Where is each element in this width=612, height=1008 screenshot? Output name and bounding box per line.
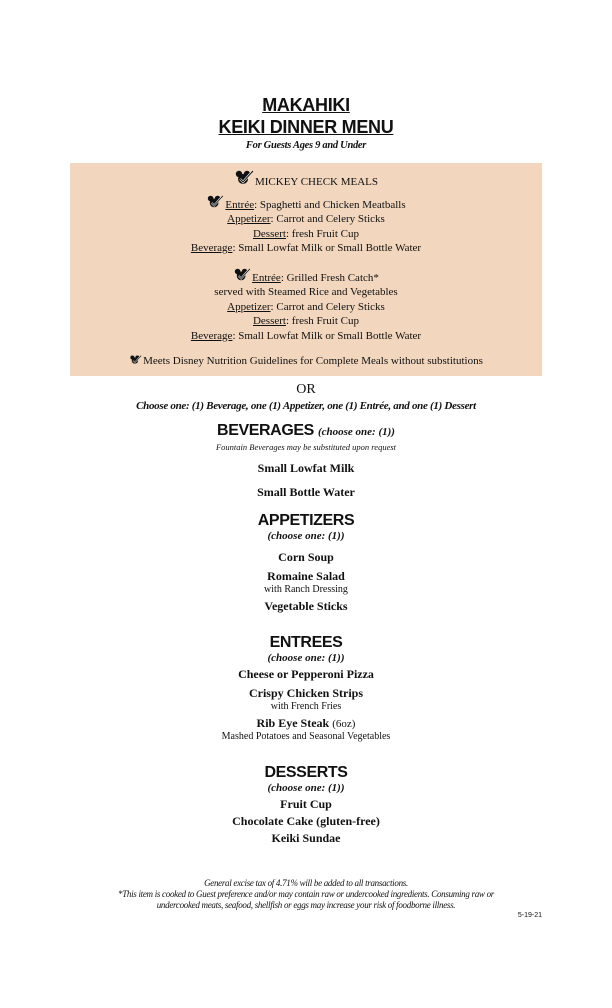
meal-two-entree-detail: served with Steamed Rice and Vegetables — [214, 286, 398, 298]
meal-one-appetizer: Appetizer: Carrot and Celery Sticks — [227, 213, 385, 225]
mickey-check-icon — [233, 268, 251, 282]
menu-header — [0, 94, 612, 151]
meal-one-dessert: Dessert: fresh Fruit Cup — [252, 227, 360, 240]
revision-date: 5-19-21 — [517, 912, 542, 919]
mickey-check-icon — [234, 170, 254, 186]
nutrition-disclaimer: Meets Disney Nutrition Guidelines for Complete Meals without substitutions — [70, 354, 542, 369]
beverages-section — [0, 422, 612, 500]
entree-detail: Mashed Potatoes and Seasonal Vegetables — [221, 731, 391, 742]
tax-note: General excise tax of 4.71% will be added to all transactions. — [204, 878, 408, 888]
mickey-meals-title: MICKEY CHECK MEALS — [70, 170, 542, 190]
beverage-item: Small Bottle Water — [257, 485, 355, 499]
dessert-item: Keiki Sundae — [271, 831, 341, 845]
footer-notes — [0, 878, 612, 911]
or-divider: OR — [296, 382, 316, 397]
meal-one — [70, 195, 542, 256]
appetizer-item: Vegetable Sticks — [264, 599, 348, 613]
entree-detail: with French Fries — [270, 701, 342, 712]
meal-two-appetizer: Appetizer: Carrot and Celery Sticks — [227, 300, 385, 313]
desserts-choose: (choose one: (1)) — [267, 782, 345, 794]
entree-item: Crispy Chicken Strips — [248, 686, 364, 700]
dessert-item: Chocolate Cake (gluten-free) — [232, 814, 380, 828]
menu-title: KEIKI DINNER MENU — [218, 117, 394, 137]
entrees-choose: (choose one: (1)) — [267, 652, 345, 664]
restaurant-name: MAKAHIKI — [262, 95, 350, 115]
meal-two-beverage: Beverage: Small Lowfat Milk or Small Bottle Water — [190, 329, 422, 342]
meal-two-entree: Entrée: Grilled Fresh Catch* — [70, 268, 542, 286]
mickey-check-icon — [129, 355, 142, 365]
entree-item: Rib Eye Steak (6oz) — [256, 716, 356, 730]
appetizers-section — [0, 512, 612, 614]
mickey-check-icon — [206, 195, 224, 209]
beverages-note: Fountain Beverages may be substituted upon request — [215, 442, 397, 452]
dessert-item: Fruit Cup — [280, 797, 332, 811]
meal-two — [70, 268, 542, 344]
appetizer-item: Corn Soup — [278, 550, 334, 564]
meal-one-entree: Entrée: Spaghetti and Chicken Meatballs — [70, 195, 542, 213]
meal-two-dessert: Dessert: fresh Fruit Cup — [252, 315, 360, 327]
meal-one-beverage: Beverage: Small Lowfat Milk or Small Bottle Water — [190, 242, 422, 254]
beverage-item: Small Lowfat Milk — [257, 461, 355, 475]
foodborne-warning-cont: undercooked meats, seafood, shellfish or eggs may increase your risk of foodborne illness. — [156, 900, 456, 910]
section-title-desserts: DESSERTS — [264, 764, 348, 781]
appetizer-detail: with Ranch Dressing — [264, 584, 348, 595]
desserts-section — [0, 764, 612, 846]
appetizers-choose: (choose one: (1)) — [267, 530, 345, 542]
entree-item: Cheese or Pepperoni Pizza — [238, 667, 374, 681]
choose-instructions: Choose one: (1) Beverage, one (1) Appetizer, one (1) Entrée, and one (1) Dessert — [136, 400, 476, 412]
mickey-check-meals-box — [70, 163, 542, 376]
appetizer-item: Romaine Salad — [267, 569, 345, 583]
section-title-beverages: BEVERAGES (choose one: (1)) — [217, 422, 395, 439]
menu-subtitle: For Guests Ages 9 and Under — [245, 140, 367, 151]
foodborne-warning: *This item is cooked to Guest preference and/or may contain raw or undercooked ingredients. Consuming raw or — [118, 889, 494, 899]
section-title-entrees: ENTREES — [269, 634, 343, 651]
section-title-appetizers: APPETIZERS — [257, 512, 355, 529]
entrees-section — [0, 634, 612, 742]
